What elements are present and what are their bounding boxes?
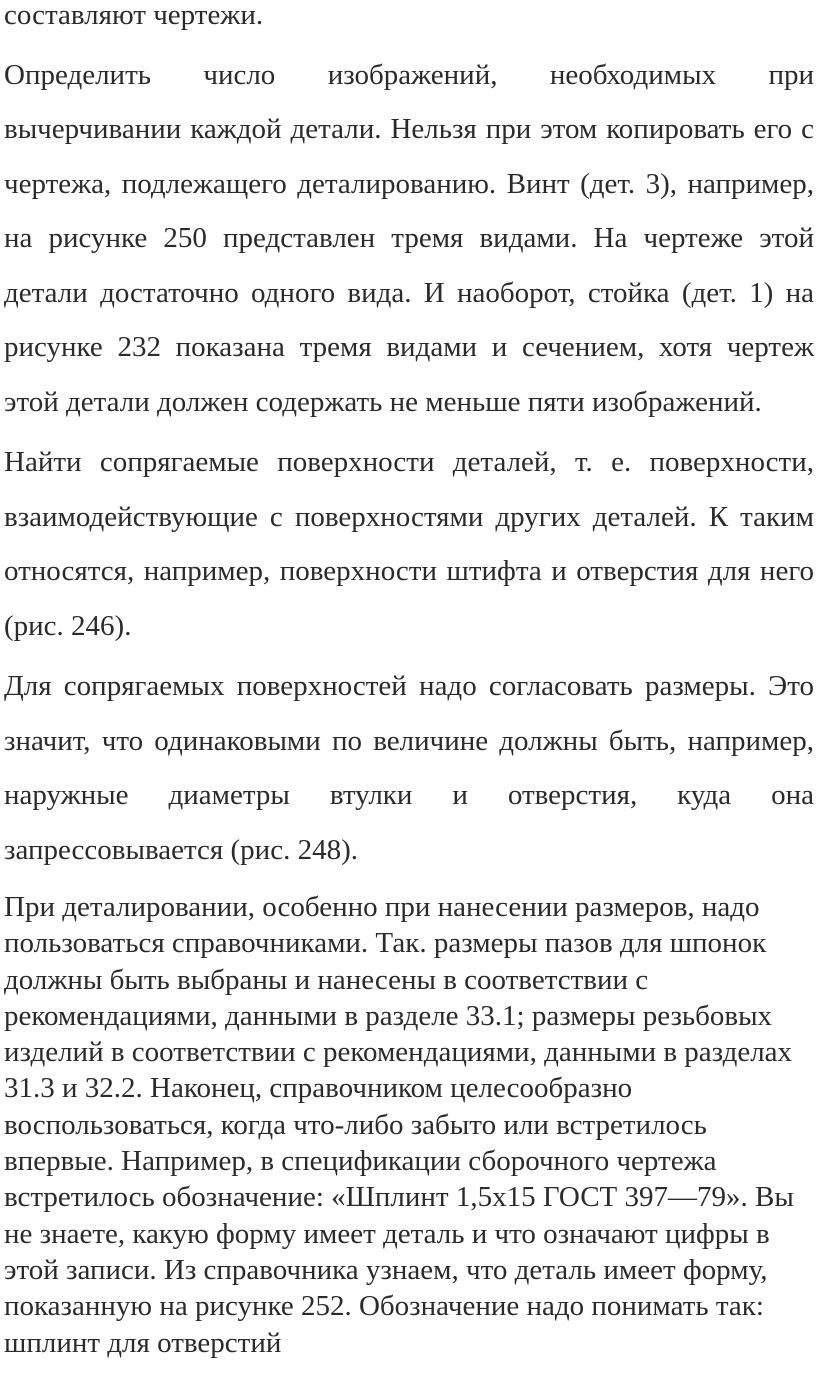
paragraph-continuation: составляют чертежи. [4, 0, 264, 31]
paragraph-mating-surfaces: Найти сопрягаемые поверхности деталей, т. е. поверхности, взаимодействующие с поверхностями других деталей. К таким относятся, например, поверхности штифта и отверстия для него (рис. 246). [4, 446, 814, 642]
document-page [4, 0, 814, 1361]
paragraph-image-count: Определить число изображений, необходимых при вычерчивании каждой детали. Нельзя при этом копировать его с чертежа, подлежащего деталированию. Винт (дет. 3), например, на рисунке 250 представлен тремя видами. На чертеже этой детали достаточно одного вида. И наоборот, стойка (дет. 1) на рисунке 232 показана тремя видами и сечением, хотя чертеж этой детали должен содержать не меньше пяти изображений. [4, 58, 814, 418]
paragraph-reference-books: При деталировании, особенно при нанесении размеров, надо пользоваться справочниками. Так. размеры пазов для шпонок должны быть выбраны и нанесены в соответствии с рекомендациями, данными в разделе 33.1; размеры резьбовых изделий в соответствии с рекомендациями, данными в разделах 31.3 и 32.2. Наконец, справочником целесообразно воспользоваться, когда что-либо забыто или встретилось впервые. Например, в спецификации сборочного чертежа встретилось обозначение: «Шплинт 1,5х15 ГОСТ 397—79». Вы не знаете, какую форму имеет деталь и что означают цифры в этой записи. Из справочника узнаем, что деталь имеет форму, показанную на рисунке 252. Обозначение надо понимать так: шплинт для отверстий [4, 891, 794, 1359]
paragraph-matching-dimensions: Для сопрягаемых поверхностей надо согласовать размеры. Это значит, что одинаковыми по величине должны быть, например, наружные диаметры втулки и отверстия, куда она запрессовывается (рис. 248). [4, 670, 814, 866]
